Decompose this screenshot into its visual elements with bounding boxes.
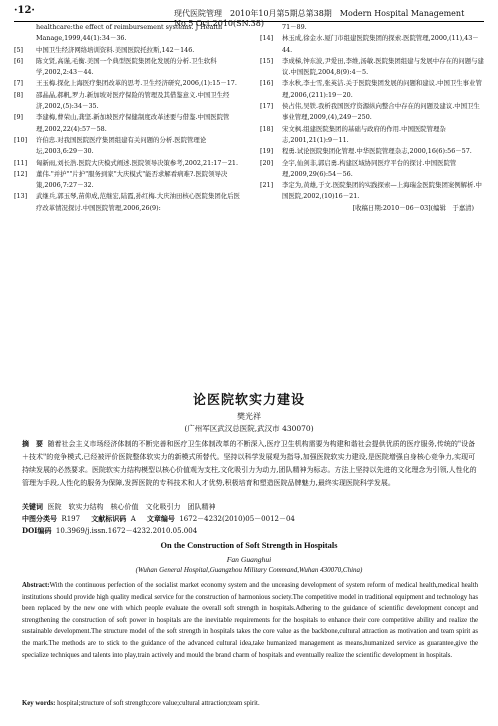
reference-item: [18] 宋文枫.组建医院集团的基础与政府的作用.中国医院管理杂志,2001,21(1):9－11. bbox=[260, 124, 446, 144]
reference-item: [5] 中国卫生经济网络培训资料.美国医院托拉斯,142－146. bbox=[14, 45, 195, 54]
author-cn: 樊光祥 bbox=[237, 412, 261, 421]
clc-value: R197 bbox=[61, 515, 81, 523]
received-date-note: [收稿日期:2010－06－03](编辑 于嘉清) bbox=[352, 203, 474, 212]
reference-item: [10] 许伯忠.对我国医院医疗集团组建有关问题的分析.医院管理论坛,2003,6:29－30. bbox=[14, 135, 207, 156]
reference-item: [16] 李水秋,李士雪,张英洁.关于医院集团发展的问题和建议.中国卫生事业管理,2006,(211):19－20. bbox=[260, 79, 482, 99]
reference-item: [8] 邵晶晶,郝帆,罗力.新加坡对医疗保险的管理及其借鉴意义.中国卫生经济,2002,(5):34－35. bbox=[14, 90, 230, 111]
abstract-text-cn: 随着社会主义市场经济体制的不断完善和医疗卫生体制改革的不断深入,医疗卫生机构需要为构建和谐社会提供优质的医疗服务,传统的"设备＋技术"的竞争模式,已经被评价医院整体软实力的新模式所替代。坚持以科学发展观为指导,加强医院软实力建设,是医院增强自身核心竞争力,实现可持续发展的必然要求。医院软实力结构模型以核心价值观为支柱,文化吸引力为动力,团队精神为标志。方法上坚持以先进的文化理念为引领,人性化的管理为手段,人性化的服务为保障,发挥医院的专科技术和人才优势,积极培育和塑造医院品牌魅力,最终实现医院科学发展。 bbox=[22, 440, 477, 487]
abstract-text-en: With the continuous perfection of the socialist market economy system and the unceasing development of system reform of medical health,medical health institutions should provide high quality medical service for the construction of harmonious society.The competitive model in traditional equipment and technology has been replaced by the new one with which people evaluate the overall soft strength in hospitals.Adhering to the guidance of scientific development concept and strengthening the construction of soft power in hospitals are the inevitable requirements for the hospitals to enhance their core competitive ability and realize the sustainable development.The structure model of the soft strength in hospitals takes the core value as the backbone,cultural attraction as motivation and team spirit as the mark.The methods are to stick to the guidance of the advanced cultural idea,take humanized management as means,humanized service as guarantee,give the specialize techniques and talents into play,train actively and mould the brand charm of hospitals and eventually realize the scientific development in hospitals. bbox=[22, 582, 478, 659]
doi-value: 10.3969/j.issn.1672－4232.2010.05.004 bbox=[55, 527, 198, 535]
article-no-label: 文章编号 bbox=[146, 514, 175, 523]
reference-item: [6] 陈文贤,高谨,毛衡.美国一个典型医院集团化发展的分析.卫生软科学,2002,2:43－44. bbox=[14, 56, 217, 77]
keywords-label-en: Key words: bbox=[22, 700, 56, 707]
journal-running-head: 现代医院管理 2010年10月第5期总第38期 Modern Hospital Management No.5 Oct.2010(SN.38) bbox=[174, 9, 465, 28]
references-left-column bbox=[14, 22, 246, 214]
reference-item: [7] 王玉梅.探化上海医疗集团改革的思考.卫生经济研究,2006,(1):15－17. bbox=[14, 79, 237, 88]
keywords-label-cn: 关键词 bbox=[22, 502, 43, 511]
page-number: ·12· bbox=[14, 5, 35, 16]
abstract-label-en: Abstract: bbox=[22, 582, 50, 589]
abstract-en bbox=[22, 580, 478, 661]
reference-item: [12] 董伟."并护""片护"服务到家"大庆模式"能否求解看病难?.医院领导决策,2006,7:27－32. bbox=[14, 169, 228, 190]
keywords-en-line bbox=[22, 700, 478, 707]
reference-item: [13] 武继兵,郭玉琴,苗仰成,范继宏,陆霞,孙红梅.大庆油田核心医院集团化后医疗改革情况探讨.中国医院管理,2006,26(9): bbox=[14, 192, 240, 212]
clc-label: 中图分类号 bbox=[22, 514, 57, 523]
affiliation-en: (Wuhan General Hospital,Guangzhou Military Command,Wuhan 430070,China) bbox=[135, 566, 363, 574]
keywords-cn: 医院 软实力结构 核心价值 文化吸引力 团队精神 bbox=[47, 503, 216, 511]
reference-item: [17] 侯占伟,吴铁.我析我国医疗资源纵向整合中存在的问题及建议.中国卫生事业管理,2009,(4),249－250. bbox=[260, 102, 480, 122]
reference-item: [9] 李建梅,曹荣山,龚坚.新加坡医疗保健制度改革述要与借鉴.中国医院管理,2002,22(4):57－58. bbox=[14, 113, 230, 133]
reference-item: 71－89. bbox=[282, 23, 307, 31]
reference-item: [11] 匈新雨,刘长浩.医院大庆模式阐述.医院领导决策参考,2002,21:17－21. bbox=[14, 158, 238, 167]
reference-item: [15] 李成梯,钟东波,尹爱田,李维,汤敏.医院集团组建与发展中存在的问题与建议.中国医院,2004,8(9):4－5. bbox=[260, 56, 484, 77]
keywords-cn-line bbox=[22, 502, 478, 512]
article-title-cn: 论医院软实力建设 bbox=[192, 393, 305, 408]
doc-code-value: A bbox=[130, 515, 136, 523]
affiliation-cn: (广州军区武汉总医院,武汉市 430070) bbox=[184, 424, 314, 433]
abstract-label-cn: 摘 要 bbox=[22, 439, 43, 448]
classification-line bbox=[22, 514, 478, 524]
reference-item: [20] 全宇,仙剑非,郭启勇.构建区域协同医疗平台的探讨.中国医院管理,2009,29(6):54－56. bbox=[260, 158, 457, 178]
author-en: Fan Guanghui bbox=[226, 555, 272, 564]
references-right-column bbox=[260, 22, 486, 214]
reference-item: healthcare:the effect of reimbursement systems. J Health Manage,1999,44(1):34－36. bbox=[36, 23, 223, 43]
doc-code-label: 文献标识码 bbox=[91, 514, 127, 523]
doi-label: DOI编码 bbox=[22, 526, 52, 535]
abstract-cn bbox=[22, 437, 478, 490]
reference-item: [21] 李定为,黄雄,于文.医院集团的实践探索—上海瑞金医院集团案例解析.中国医院,2002,(10)16－21. bbox=[260, 181, 482, 201]
doi-line bbox=[22, 526, 478, 536]
reference-item: [14] 林玉成,徐金水.厦门市组建医院集团的探索.医院管理,2000,(11),43－44. bbox=[260, 34, 479, 54]
keywords-en: hospital;structure of soft strength;core value;cultural attraction;team spirit. bbox=[57, 700, 260, 707]
article-no-value: 1672－4232(2010)05－0012－04 bbox=[179, 515, 295, 523]
reference-item: [19] 程勇.试论医院集团化管理.中华医院管理杂志,2000,16(6):56－57. bbox=[260, 147, 472, 156]
article-title-en: On the Construction of Soft Strength in Hospitals bbox=[160, 541, 338, 550]
